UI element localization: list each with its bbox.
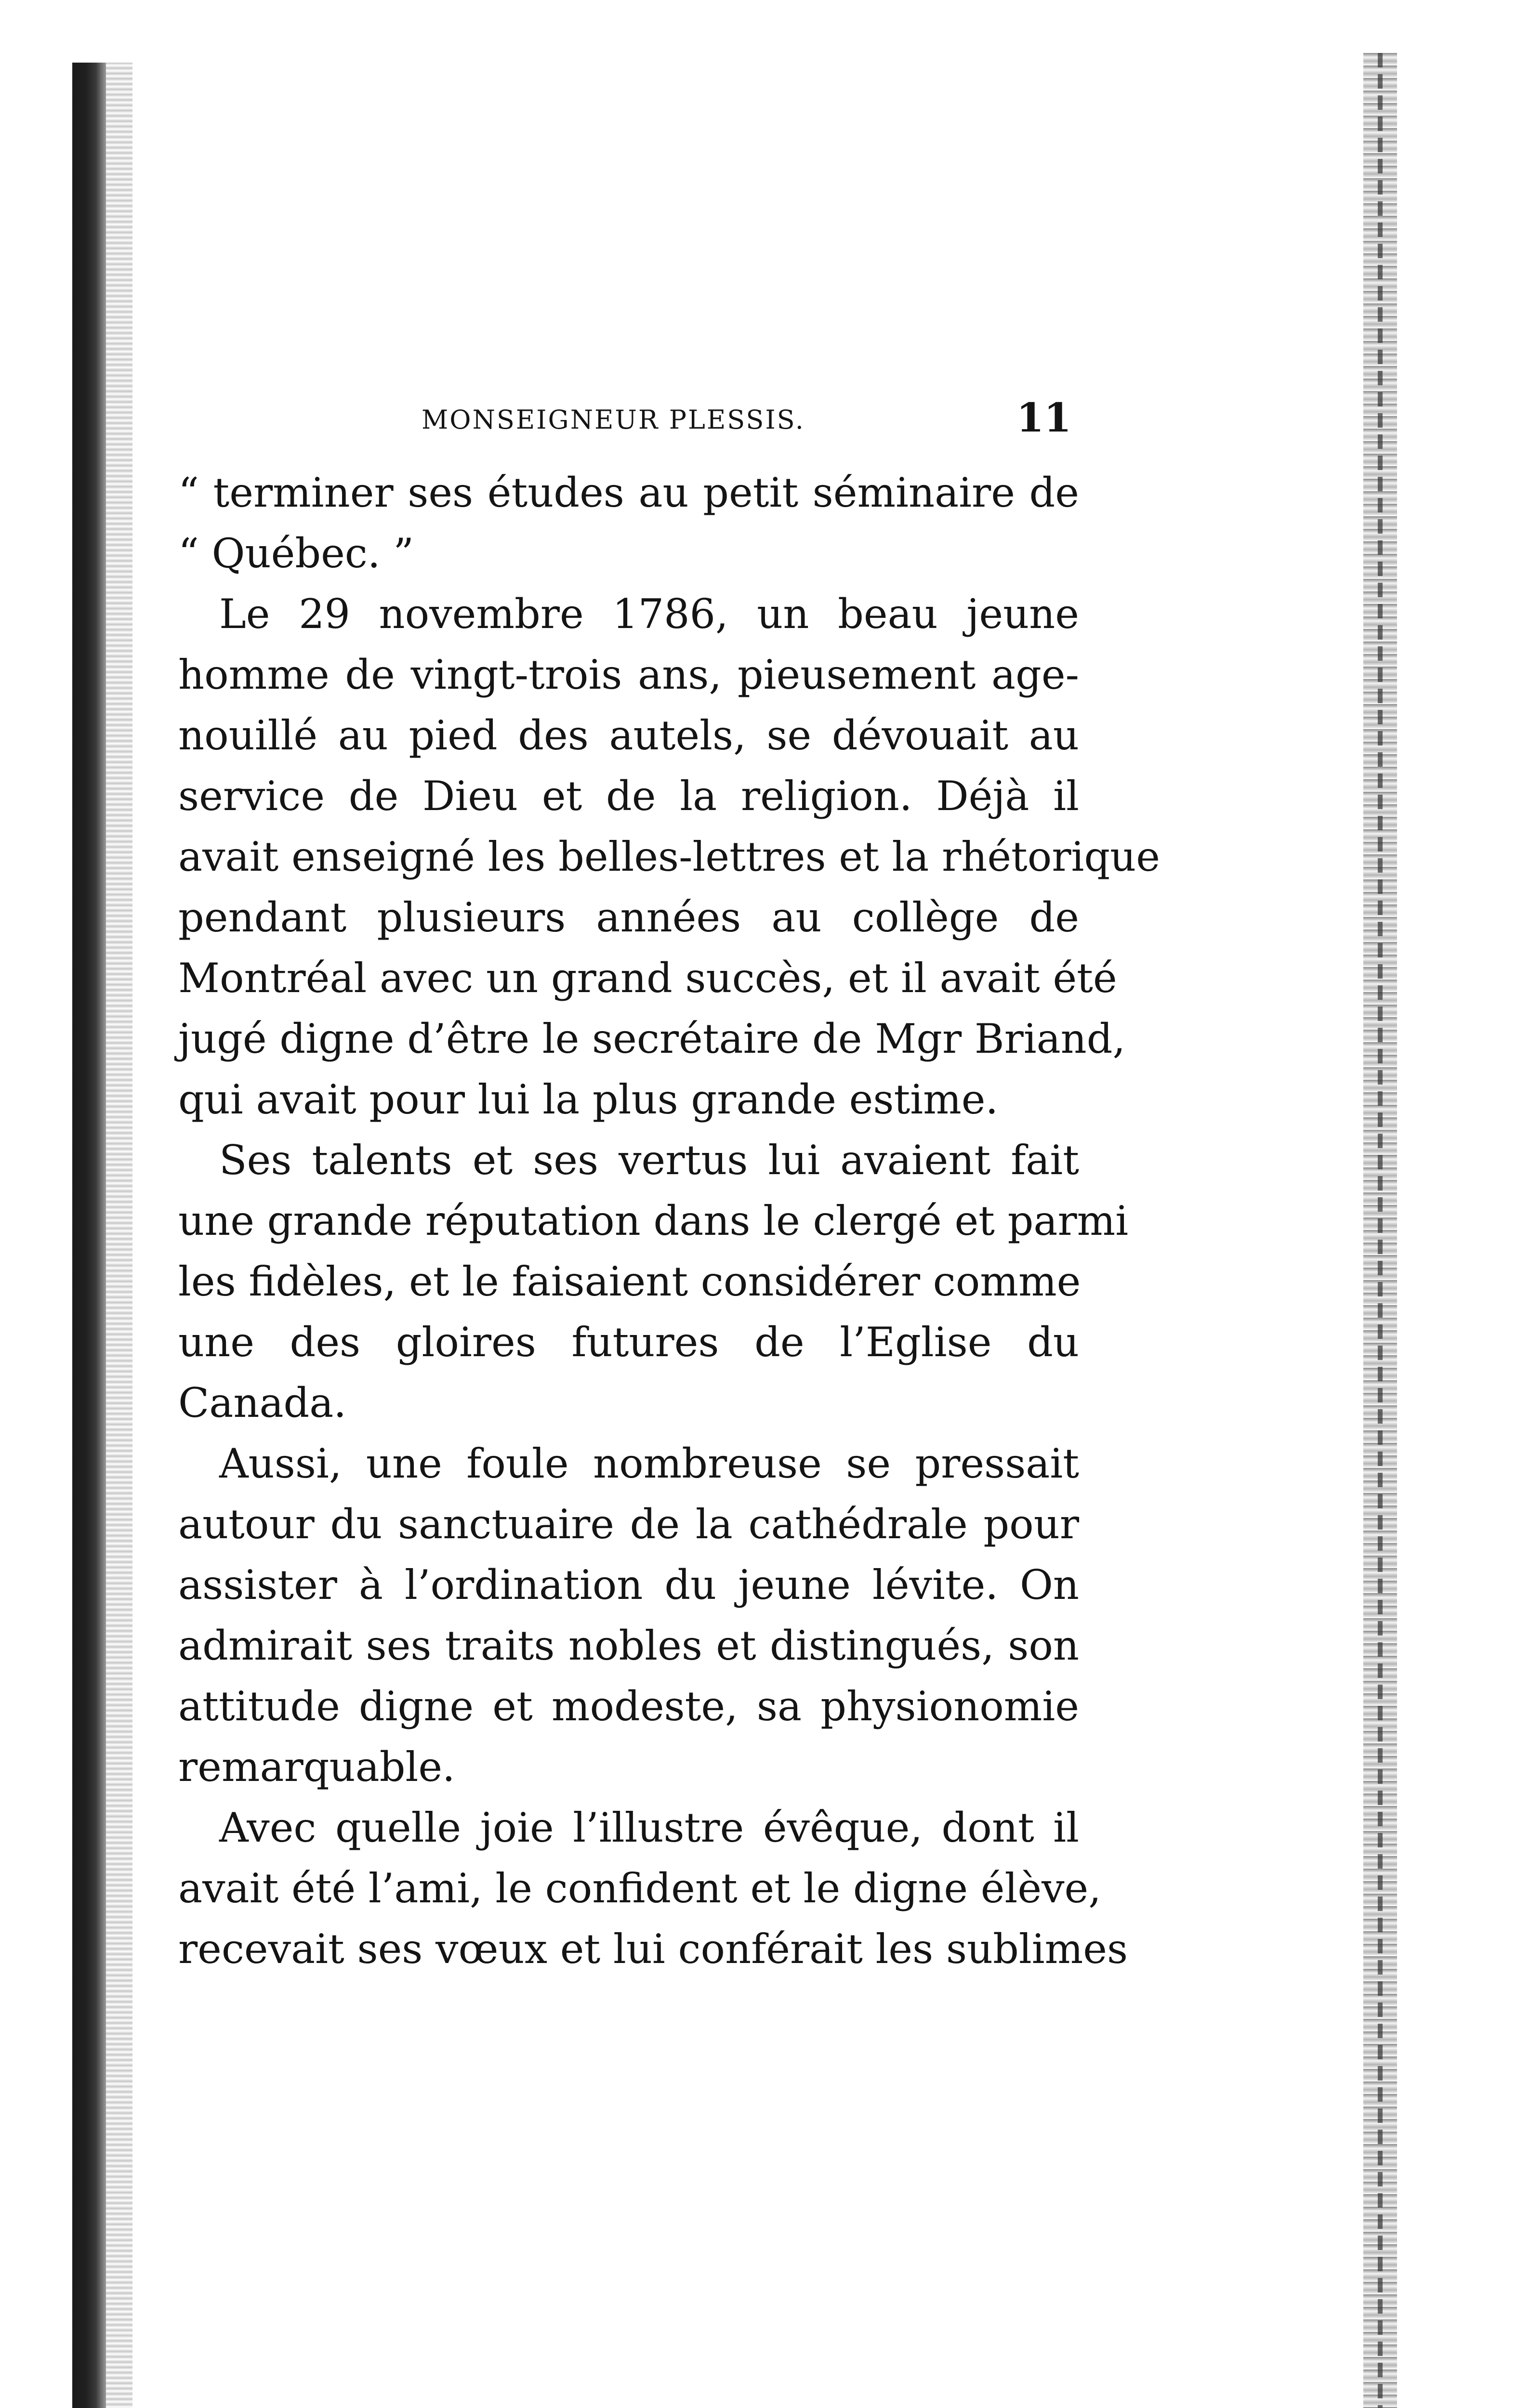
text-line: Aussi, une foule nombreuse se pressait xyxy=(219,1440,1079,1487)
torn-right-edge xyxy=(1363,53,1397,2408)
text-line: recevait ses vœux et lui conférait les sublimes xyxy=(178,1925,1128,1973)
text-line: pendant plusieurs années au collège de xyxy=(178,894,1079,941)
text-line: les fidèles, et le faisaient considérer comme xyxy=(178,1258,1081,1305)
text-line: Canada. xyxy=(178,1379,347,1426)
text-line: “ terminer ses études au petit séminaire de xyxy=(178,469,1079,516)
text-line: une des gloires futures de l’Eglise du xyxy=(178,1319,1079,1366)
text-line: Montréal avec un grand succès, et il avait été xyxy=(178,955,1117,1002)
page-number: 11 xyxy=(1016,395,1072,441)
running-head xyxy=(178,395,1079,453)
binding-edge xyxy=(72,63,106,2408)
text-line: Le 29 novembre 1786, un beau jeune xyxy=(219,590,1079,638)
text-line: “ Québec. ” xyxy=(178,530,414,577)
text-line: assister à l’ordination du jeune lévite. On xyxy=(178,1561,1079,1609)
text-line: avait été l’ami, le confident et le digne élève, xyxy=(178,1865,1101,1912)
text-line: une grande réputation dans le clergé et parmi xyxy=(178,1197,1129,1244)
running-title: MONSEIGNEUR PLESSIS. xyxy=(422,405,805,435)
text-line: qui avait pour lui la plus grande estime. xyxy=(178,1076,999,1123)
text-line: avait enseigné les belles-lettres et la rhétorique xyxy=(178,833,1160,880)
page-text-block xyxy=(178,395,1160,1979)
text-line: attitude digne et modeste, sa physionomie xyxy=(178,1683,1079,1730)
text-line: Avec quelle joie l’illustre évêque, dont il xyxy=(219,1804,1079,1851)
text-line: remarquable. xyxy=(178,1743,455,1791)
text-line: admirait ses traits nobles et distingués, son xyxy=(178,1622,1079,1669)
text-line: service de Dieu et de la religion. Déjà il xyxy=(178,772,1079,820)
text-line: jugé digne d’être le secrétaire de Mgr Briand, xyxy=(178,1015,1126,1062)
text-line: homme de vingt-trois ans, pieusement age- xyxy=(178,651,1079,698)
text-line: nouillé au pied des autels, se dévouait au xyxy=(178,712,1079,759)
body-text xyxy=(178,462,1160,1979)
text-line: Ses talents et ses vertus lui avaient fait xyxy=(219,1137,1079,1184)
text-line: autour du sanctuaire de la cathédrale pour xyxy=(178,1501,1079,1548)
